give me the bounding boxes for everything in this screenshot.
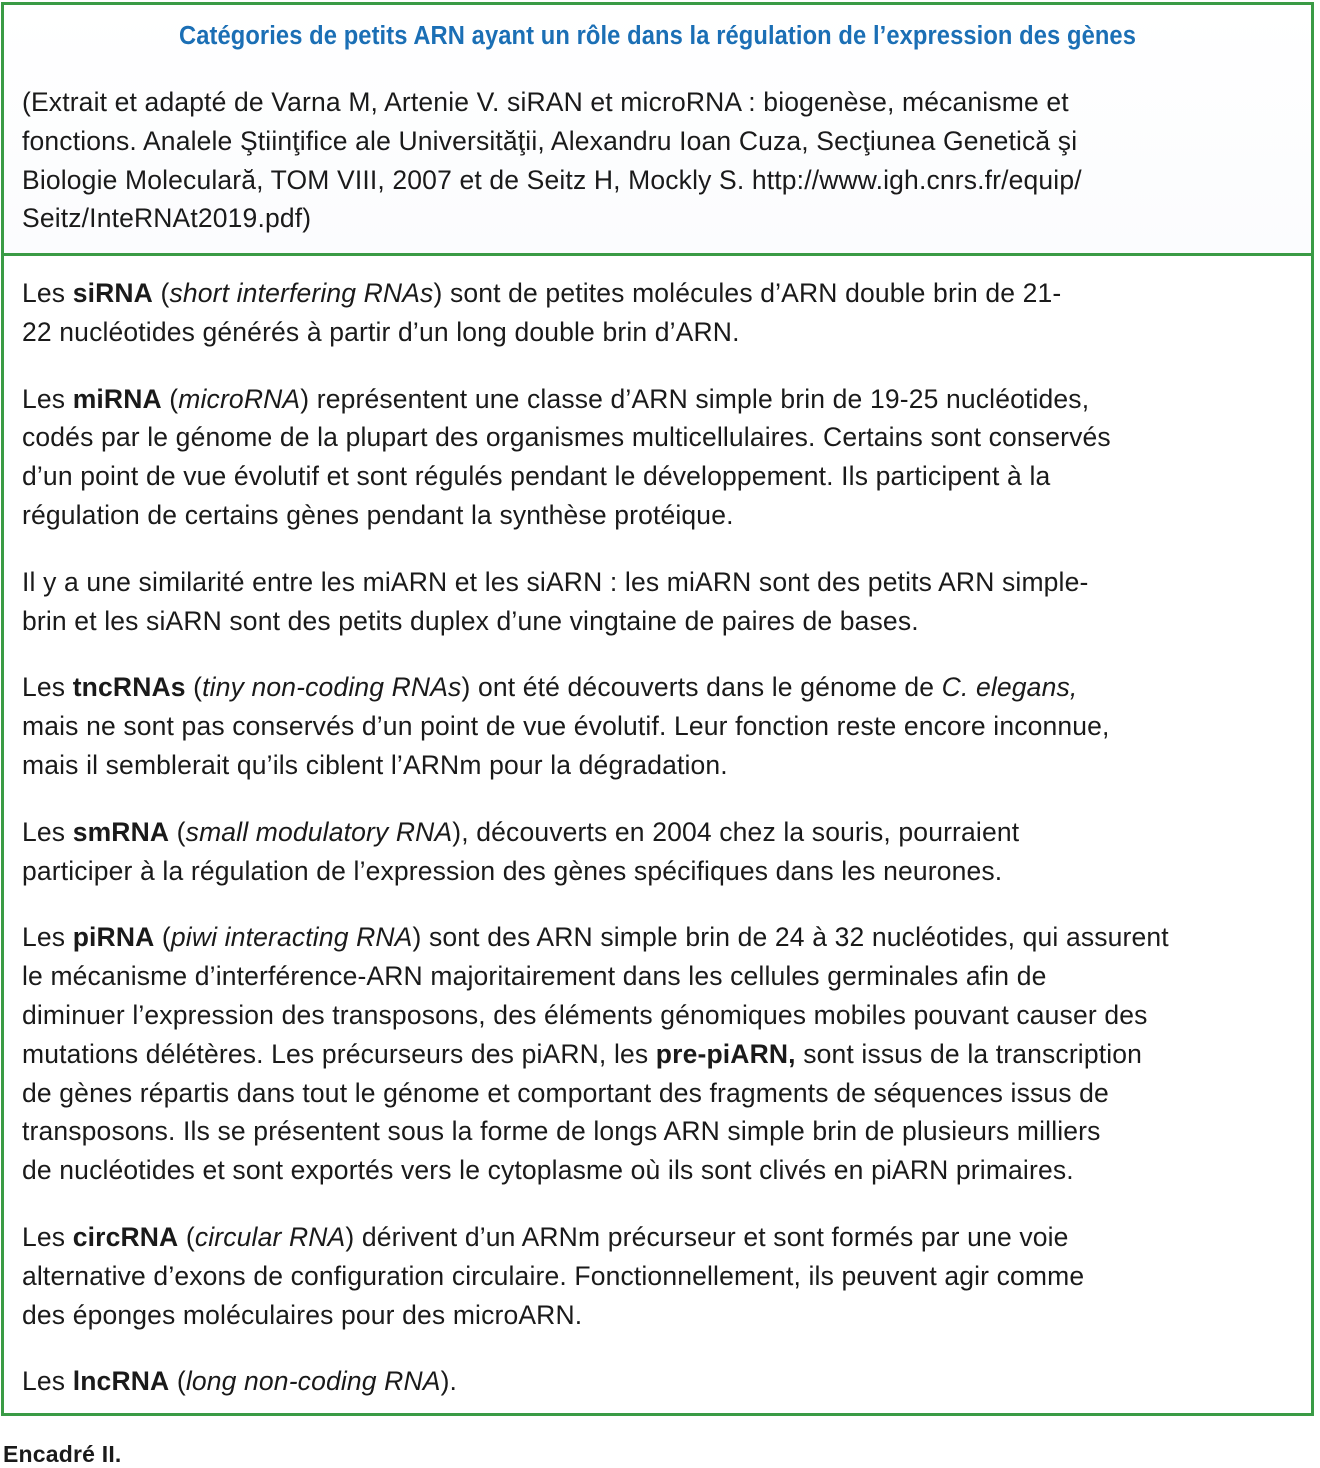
entry-line: mais ne sont pas conservés d’un point de vue évolutif. Leur fonction reste encore inconnue, — [22, 711, 1110, 742]
figure-caption: Encadré II. — [3, 1441, 122, 1467]
source-line: (Extrait et adapté de Varna M, Artenie V. siRAN et microRNA : biogenèse, mécanisme et — [22, 87, 1069, 117]
entry-text: ) sont de petites molécules d’ARN double brin de 21- — [433, 278, 1062, 308]
entry-first-line — [22, 918, 1293, 957]
entry-gloss: small modulatory RNA — [185, 816, 453, 847]
entry-lncrna — [22, 1362, 1293, 1401]
entry-term: siRNA — [72, 278, 153, 308]
entry-first-line — [22, 274, 1293, 313]
entry-line: Il y a une similarité entre les miARN et les siARN : les miARN sont des petits ARN simple- — [22, 566, 1089, 597]
entry-paren: ( — [152, 278, 170, 308]
entry-pirna — [22, 918, 1293, 1190]
entry-line: participer à la régulation de l’expression des gènes spécifiques dans les neurones. — [22, 855, 1003, 886]
entry-term: piRNA — [72, 922, 155, 953]
entry-paren: ( — [169, 816, 186, 847]
entry-prefix: Les — [22, 1221, 73, 1252]
source-line: fonctions. Analele Ştiinţifice ale Universităţii, Alexandru Ioan Cuza, Secţiunea Genetică şi — [22, 125, 1078, 156]
entry-gloss: short interfering RNAs — [169, 278, 434, 308]
entry-gloss: tiny non-coding RNAs — [202, 672, 462, 703]
entry-paren: ( — [161, 383, 179, 414]
entry-text: ), découverts en 2004 chez la souris, pourraient — [452, 816, 1020, 847]
entry-text: mutations délétères. Les précurseurs des piARN, les — [22, 1038, 656, 1069]
entry-text: ) sont des ARN simple brin de 24 à 32 nucléotides, qui assurent — [412, 922, 1169, 953]
entry-similarity — [22, 563, 1293, 641]
entry-term: smRNA — [72, 816, 170, 847]
entry-paren: ( — [178, 1221, 195, 1252]
entry-line — [22, 1035, 1293, 1074]
entry-prefix: Les — [22, 1366, 73, 1397]
entry-line: diminuer l’expression des transposons, des éléments génomiques mobiles pouvant causer des — [22, 999, 1148, 1030]
entry-line: d’un point de vue évolutif et sont régulés pendant le développement. Ils participent à la — [22, 461, 1051, 492]
entry-line: brin et les siARN sont des petits duplex d’une vingtaine de paires de bases. — [22, 605, 919, 636]
entry-prefix: Les — [22, 383, 73, 414]
box-header — [4, 5, 1311, 256]
entry-line: transposons. Ils se présentent sous la forme de longs ARN simple brin de plusieurs milliers — [22, 1116, 1101, 1147]
entry-term: circRNA — [72, 1221, 179, 1252]
entry-term: lncRNA — [72, 1366, 170, 1397]
entry-text: ) dérivent d’un ARNm précurseur et sont formés par une voie — [345, 1221, 1069, 1252]
entry-line: 22 nucléotides générés à partir d’un long double brin d’ARN. — [22, 316, 740, 347]
entry-text: ) représentent une classe d’ARN simple brin de 19-25 nucléotides, — [300, 383, 1090, 414]
source-line: Seitz/InteRNAt2019.pdf) — [22, 203, 312, 234]
entry-line: de gènes répartis dans tout le génome et comportant des fragments de séquences issus de — [22, 1077, 1109, 1108]
entry-tncrnas — [22, 668, 1293, 784]
entry-sirna — [22, 274, 1293, 352]
entry-prefix: Les — [22, 816, 73, 847]
entry-first-line — [22, 668, 1293, 707]
entry-line: régulation de certains gènes pendant la synthèse protéique. — [22, 499, 734, 530]
entry-prefix: Les — [22, 278, 73, 308]
entry-circrna — [22, 1218, 1293, 1334]
entry-line: de nucléotides et sont exportés vers le cytoplasme où ils sont clivés en piARN primaires. — [22, 1155, 1074, 1186]
entry-mirna — [22, 380, 1293, 535]
entry-term: tncRNAs — [72, 672, 186, 703]
entry-text: sont issus de la transcription — [795, 1038, 1143, 1069]
entry-paren: ( — [169, 1366, 186, 1397]
entry-gloss: long non-coding RNA — [185, 1366, 441, 1397]
entry-prefix: Les — [22, 922, 73, 953]
entry-line: alternative d’exons de configuration circulaire. Fonctionnellement, ils peuvent agir comme — [22, 1260, 1085, 1291]
entry-smrna — [22, 813, 1293, 891]
entry-paren: ( — [185, 672, 203, 703]
entry-line: codés par le génome de la plupart des organismes multicellulaires. Certains sont conservés — [22, 422, 1111, 453]
info-box — [1, 2, 1314, 1416]
entry-line: mais il semblerait qu’ils ciblent l’ARNm pour la dégradation. — [22, 749, 728, 780]
entry-first-line — [22, 813, 1293, 852]
entry-gloss: piwi interacting RNA — [170, 922, 413, 953]
entry-prefix: Les — [22, 672, 73, 703]
entry-first-line — [22, 1218, 1293, 1257]
box-content — [4, 256, 1311, 1401]
entry-text: ) ont été découverts dans le génome de — [461, 672, 942, 703]
entry-line: le mécanisme d’interférence-ARN majoritairement dans les cellules germinales afin de — [22, 961, 1047, 992]
entry-first-line — [22, 1362, 1293, 1401]
entry-text: ). — [440, 1366, 458, 1397]
source-citation — [22, 83, 1293, 238]
entry-term: pre-piARN, — [655, 1038, 796, 1069]
box-title: Catégories de petits ARN ayant un rôle dans la régulation de l’expression des gènes — [178, 22, 1136, 50]
entry-term: miRNA — [72, 383, 162, 414]
entry-paren: ( — [154, 922, 171, 953]
entry-gloss: circular RNA — [194, 1221, 346, 1252]
entry-line: des éponges moléculaires pour des microARN. — [22, 1299, 583, 1330]
species-name: C. elegans, — [941, 672, 1078, 703]
entry-first-line — [22, 380, 1293, 419]
source-line: Biologie Moleculară, TOM VIII, 2007 et de Seitz H, Mockly S. http://www.igh.cnrs.fr/equip/ — [22, 164, 1082, 195]
entry-gloss: microRNA — [178, 383, 301, 414]
